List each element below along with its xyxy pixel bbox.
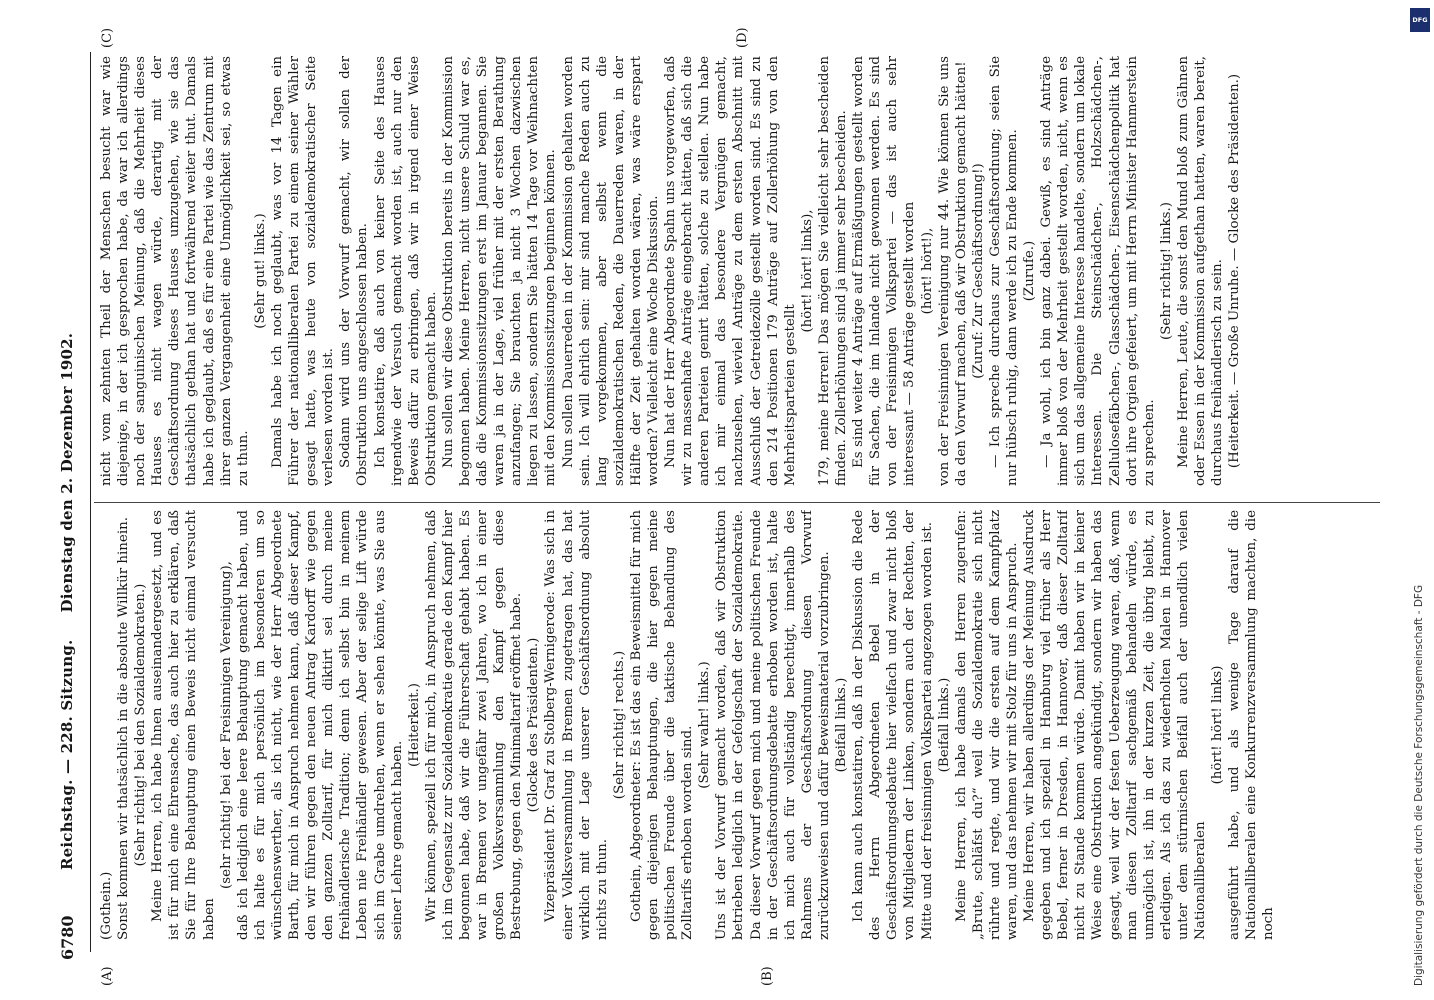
interjection: (Heiterkeit.) [406, 683, 422, 767]
interjection: (Heiterkeit. — Große Unruhe. — Glocke des Präsidenten.) [1227, 73, 1243, 469]
digitization-credit [1408, 6, 1432, 996]
interjection: (Glocke des Präsidenten.) [526, 637, 542, 813]
interjection: (hört! hört!), [919, 227, 935, 315]
paragraph: Nun sollen Dauerreden in der Kommission gehalten worden sein. Ich will ehrlich sein: mir sind manche Reden auch zu lang vorgekommen, aber selbst wenn die sozialdemokratischen Reden, die Dauerreden waren, in der Hälfte der Zeit gehalten worden wären, was wäre erspart worden? Vielleicht eine Woche Diskussion. [560, 56, 661, 486]
margin-mark-d: (D) [735, 27, 750, 48]
running-title: Reichstag. — 228. Sitzung. Dienstag den 2. Dezember 1902. [58, 332, 76, 870]
page-header [52, 40, 82, 960]
interjection: (hört! hört! links), [799, 209, 815, 333]
interjection: (Sehr gut! links.) [252, 213, 268, 329]
interjection: (Beifall links.) [834, 677, 850, 773]
interjection: (sehr richtig! bei der Freisinnigen Vereinigung), [218, 561, 234, 889]
interjection: (Zuruf: Zur Geschäftsordnung!) [970, 163, 986, 379]
paragraph: nicht vom zehnten Theil der Menschen besucht war wie diejenige, in der ich gesprochen habe, da war ich allerdings noch der sanguinischen Meinung, daß die Mehrheit dieses Hauses es nicht wagen würde, derartig mit der Geschäftsordnung dieses Hauses umzugehen, wie sie das thatsächlich gethan hat und fortwährend weiter thut. Damals habe ich geglaubt, daß es für eine Partei wie das Zentrum mit ihrer ganzen Vergangenheit eine Unmöglichkeit sei, so etwas zu thun. [99, 56, 251, 486]
header-rule [90, 52, 91, 952]
interjection: (Sehr richtig! links.) [1158, 202, 1174, 340]
paragraph: Uns ist der Vorwurf gemacht worden, daß wir Obstruktion betrieben lediglich in der Gefolgschaft der Sozialdemokratie. Da dieser Vorwurf gegen mich und meine politischen Freunde in der Geschäftsordnungsdebatte erhoben worden ist, halte ich mich auch für vollständig berechtigt, innerhalb des Rahmens der Geschäftsordnung diesen Vorwurf zurückzuweisen und dafür Beweismaterial vorzubringen. [714, 510, 832, 940]
paragraph: Wir können, speziell ich für mich, in Anspruch nehmen, daß ich im Gegensatz zur Sozialdemokratie gerade den Kampf hier begonnen habe, daß wir die Führerschaft gehabt haben. Es war in Bremen vor ungefähr zwei Jahren, wo ich in einer großen Volksversammlung den Kampf gegen diese Bestrebung, gegen den Minimaltarif eröffnet habe. [423, 510, 525, 940]
interjection: (Beifall links.) [936, 677, 952, 773]
interjection: (Sehr richtig! bei den Sozialdemokraten.) [133, 583, 149, 867]
paragraph: Ich kann auch konstatiren, daß in der Diskussion die Rede des Herrn Abgeordneten Bebel in der Geschäftsordnungsdebatte hier vielfach und zwar nicht bloß von Mitgliedern der Linken, sondern auch der Rechten, der Mitte und der freisinnigen Volkspartei angezogen worden ist. [851, 510, 935, 940]
paragraph: Damals habe ich noch geglaubt, was vor 14 Tagen ein Führer der nationalliberalen Partei zu einem seiner Wähler gesagt hatte, was heute von sozialdemokratischer Seite verlesen worden ist. [269, 56, 337, 486]
margin-mark-c: (C) [100, 27, 115, 48]
paragraph: Vizepräsident Dr. Graf zu Stolberg-Wernigerode: Was sich in einer Volksversammlung in Bremen zugetragen hat, das hat wirklich mit der Lage unserer Geschäftsordnung absolut nichts zu thun. [543, 510, 610, 940]
paragraph: Gothein, Abgeordneter: Es ist das ein Beweismittel für mich gegen diejenigen Behauptungen, die hier gegen meine politischen Freunde über die taktische Behandlung des Zolltarifs erhoben worden sind. [628, 510, 696, 940]
paragraph: Meine Herren, ich habe Ihnen auseinandergesetzt, und es ist für mich eine Ehrensache, das auch hier zu erklären, daß Sie für Ihre Behauptung einen Beweis nicht einmal versucht haben [150, 510, 217, 940]
dfg-logo: DFG [1410, 8, 1430, 32]
paragraph: (Gothein.) [99, 871, 114, 940]
paragraph: Nun hat der Herr Abgeordnete Spahn uns vorgeworfen, daß wir zu massenhafte Anträge eingebracht hätten, daß sich die anderen Parteien genirt hätten, solche zu stellen. Nun habe ich mir einmal das besondere Vergnügen gemacht, nachzusehen, wieviel Anträge zu dem ersten Abschnitt mit Ausschluß der Getreidezölle gestellt worden sind. Es sind zu den 214 Positionen 179 Anträge auf Zollerhöhung von den Mehrheitsparteien gestellt [663, 56, 798, 486]
paragraph: Es sind weiter 4 Anträge auf Ermäßigungen gestellt worden für Sachen, die im Inlande nicht gewonnen werden. Es sind von der Freisinnigen Volkspartei — das ist auch sehr interessant — 58 Anträge gestellt worden [851, 56, 918, 486]
paragraph: daß ich lediglich eine leere Behauptung gemacht haben, und ich halte es für mich persönlich im besonderen um so wünschenswerther, als ich nicht, wie der Herr Abgeordnete Barth, für mich in Anspruch nehmen kann, daß dieser Kampf, den wir führen gegen den neuen Antrag Kardorff wie gegen den ganzen Zolltarif, für mich diktirt sei durch meine freihändlerische Tradition; denn ich selbst bin in meinem Leben nie Freihändler gewesen. Aber der selige Lift würde sich im Grabe umdrehen, wenn er sehen könnte, was Sie aus seiner Lehre gemacht haben. [235, 510, 405, 940]
paragraph: Sonst kommen wir thatsächlich in die absolute Willkür hinein. [116, 517, 132, 940]
paragraph: Meine Herren, Leute, die sonst den Mund bloß zum Gähnen oder Essen in der Kommission aufgethan hatten, waren bereit, durchaus freihändlerisch zu sein. [1175, 56, 1226, 486]
margin-mark-b: (B) [760, 966, 775, 986]
interjection: (Zurufe.) [1022, 240, 1038, 302]
paragraph: Ich konstatire, daß auch von keiner Seite des Hauses irgendwie der Versuch gemacht worden ist, auch nur den Beweis dafür zu erbringen, daß wir in irgend einer Weise Obstruktion gemacht haben. [372, 56, 439, 486]
credit-text: Digitalisierung gefördert durch die Deutsche Forschungsgemeinschaft - DFG [1413, 584, 1425, 986]
paragraph: ausgeführt habe, und als wenige Tage darauf die Nationalliberalen eine Konkurrenzversammlung machten, die noch [1227, 510, 1277, 940]
paragraph: Meine Herren, wir haben allerdings der Meinung Ausdruck gegeben und ich speziell in Hamburg viel früher als Herr Bebel, ferner in Dresden, in Hannover, daß dieser Zolltarif nicht zu Stande kommen würde. Damit haben wir in keiner Weise eine Obstruktion angekündigt, sondern wir haben das gesagt, weil wir der festen Ueberzeugung waren, daß, wenn man diesen Zolltarif sachgemäß behandeln würde, es unmöglich ist, ihn in der kurzen Zeit, die übrig bleibt, zu erledigen. Als ich das zu wiederholten Malen in Hannover unter dem stürmischen Beifall auch der unendlich vielen Nationalliberalen [1022, 510, 1208, 940]
paragraph: von der Freisinnigen Vereinigung nur 44. Wie können Sie uns da den Vorwurf machen, daß wir Obstruktion gemacht hätten! [936, 56, 969, 486]
left-column [98, 510, 1378, 940]
paragraph: Nun sollen wir diese Obstruktion bereits in der Kommission begonnen haben. Meine Herren, nicht unsere Schuld war es, daß die Kommissionssitzungen erst im Januar begannen. Sie waren ja in der Lage, viel früher mit der ersten Berathung anzufangen; Sie brauchten ja nicht 3 Wochen dazwischen liegen zu lassen, sondern Sie hätten 14 Tage vor Weihnachten mit den Kommissionssitzungen beginnen können. [440, 56, 559, 486]
page-number: 6780 [58, 915, 77, 960]
paragraph: 179, meine Herren! Das mögen Sie vielleicht sehr bescheiden finden. Zollerhöhungen sind ja immer sehr bescheiden. [816, 56, 850, 486]
right-column [98, 56, 1378, 486]
paragraph: — Ja wohl, ich bin ganz dabei. Gewiß, es sind Anträge immer bloß von der Mehrheit gestellt worden, nicht, wenn es sich um das allgemeine Interesse handelte, sondern um lokale Interessen. Die Steinschädchen-, Holzschädchen-, Zellulosefäbchen-, Glasschädchen-, Eisenschädchenpolitik hat dort ihre Orgien gefeiert, um mit Herrn Minister Hammerstein zu sprechen. [1039, 56, 1157, 486]
margin-mark-a: (A) [100, 966, 115, 986]
paragraph: Sodann wird uns der Vorwurf gemacht, wir sollen der Obstruktion uns angeschlossen haben. [338, 56, 371, 486]
interjection: (hört! hört! links) [1210, 665, 1226, 785]
interjection: (Sehr richtig! rechts.) [611, 650, 627, 800]
column-divider [94, 502, 1380, 503]
paragraph: — Ich spreche durchaus zur Geschäftsordnung; seien Sie nur hübsch ruhig, dann werde ich zu Ende kommen. [987, 56, 1020, 486]
interjection: (Sehr wahr! links.) [697, 661, 713, 789]
paragraph: Meine Herren, ich habe damals den Herren zugerufen: „Brute, schläfst du?“ weil die Sozialdemokratie sich nicht rührte und regte, und wir die ersten auf dem Kampfplatz waren, und das nehmen wir mit Stolz für uns in Anspruch. [953, 510, 1020, 940]
